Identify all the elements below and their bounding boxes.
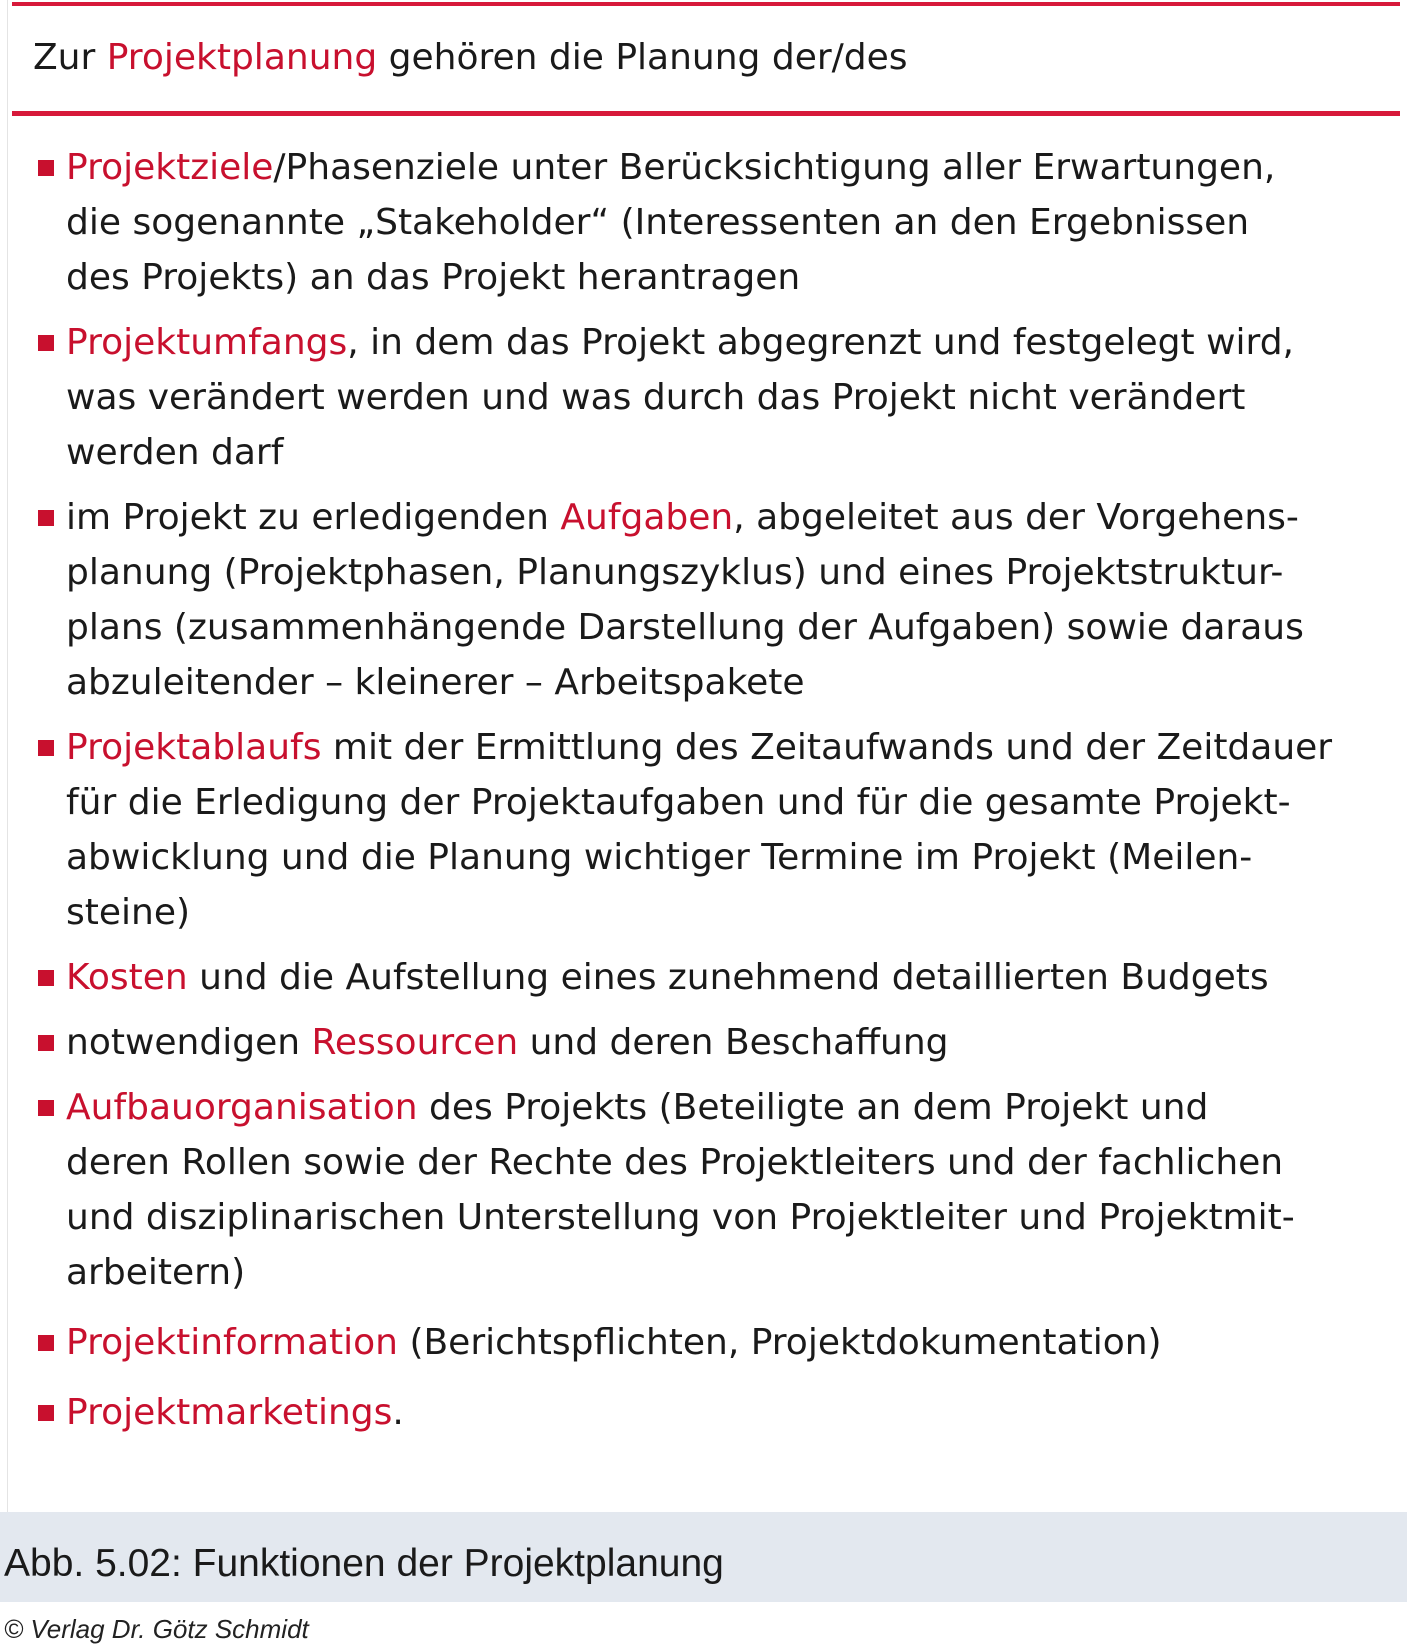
item-key-term: Projektziele bbox=[66, 147, 274, 188]
heading-accent-term: Projektplanung bbox=[106, 37, 378, 78]
item-line bbox=[66, 140, 1388, 195]
item-line bbox=[66, 885, 1388, 940]
item-text: und deren Beschaffung bbox=[518, 1022, 949, 1063]
item-text: plans (zusammenhängende Darstellung der Aufgaben) sowie daraus bbox=[66, 607, 1304, 648]
header-rule bbox=[12, 111, 1400, 116]
item-text: notwendigen bbox=[66, 1022, 312, 1063]
item-line bbox=[66, 370, 1388, 425]
list-item bbox=[38, 1385, 1388, 1440]
list-item bbox=[38, 720, 1388, 940]
item-line bbox=[66, 1190, 1388, 1245]
planning-function-list bbox=[38, 140, 1388, 1440]
item-line bbox=[66, 1385, 1388, 1440]
item-key-term: Ressourcen bbox=[311, 1022, 519, 1063]
item-line bbox=[66, 250, 1388, 305]
item-key-term: Aufbauorganisation bbox=[66, 1087, 418, 1128]
square-bullet-icon bbox=[38, 970, 54, 986]
item-line bbox=[66, 545, 1388, 600]
heading-pre: Zur bbox=[33, 37, 107, 78]
item-line bbox=[66, 1135, 1388, 1190]
item-text: werden darf bbox=[66, 432, 284, 473]
list-item bbox=[38, 1015, 1388, 1070]
square-bullet-icon bbox=[38, 1035, 54, 1051]
item-line bbox=[66, 195, 1388, 250]
item-text: (Berichtspflichten, Projektdokumentation) bbox=[398, 1322, 1162, 1363]
item-text: , abgeleitet aus der Vorgehens- bbox=[733, 497, 1299, 538]
list-item bbox=[38, 140, 1388, 305]
item-text: . bbox=[392, 1392, 404, 1433]
item-text: steine) bbox=[66, 892, 191, 933]
item-line bbox=[66, 775, 1388, 830]
item-text: im Projekt zu erledigenden bbox=[66, 497, 561, 538]
item-text: /Phasenziele unter Berücksichtigung aller Erwartungen, bbox=[273, 147, 1276, 188]
item-text: was verändert werden und was durch das Projekt nicht verändert bbox=[66, 377, 1246, 418]
item-line bbox=[66, 490, 1388, 545]
item-line bbox=[66, 1245, 1388, 1300]
square-bullet-icon bbox=[38, 1100, 54, 1116]
square-bullet-icon bbox=[38, 740, 54, 756]
item-line bbox=[66, 655, 1388, 710]
item-text: für die Erledigung der Projektaufgaben und für die gesamte Projekt- bbox=[66, 782, 1291, 823]
square-bullet-icon bbox=[38, 1405, 54, 1421]
list-item bbox=[38, 1080, 1388, 1300]
item-line bbox=[66, 1315, 1388, 1370]
item-text: planung (Projektphasen, Planungszyklus) und eines Projektstruktur- bbox=[66, 552, 1284, 593]
item-text: mit der Ermittlung des Zeitaufwands und der Zeitdauer bbox=[321, 727, 1333, 768]
copyright-notice: © Verlag Dr. Götz Schmidt bbox=[4, 1614, 309, 1644]
square-bullet-icon bbox=[38, 160, 54, 176]
square-bullet-icon bbox=[38, 335, 54, 351]
item-key-term: Projektmarketings bbox=[66, 1392, 393, 1433]
item-key-term: Projektumfangs bbox=[66, 322, 348, 363]
figure-caption: Abb. 5.02: Funktionen der Projektplanung bbox=[4, 1542, 724, 1585]
item-key-term: Projektablaufs bbox=[66, 727, 322, 768]
item-text: abwicklung und die Planung wichtiger Termine im Projekt (Meilen- bbox=[66, 837, 1253, 878]
item-key-term: Projektinformation bbox=[66, 1322, 398, 1363]
item-key-term: Aufgaben bbox=[560, 497, 734, 538]
square-bullet-icon bbox=[38, 1335, 54, 1351]
item-text: abzuleitender – kleinerer – Arbeitspakete bbox=[66, 662, 805, 703]
panel-heading bbox=[33, 34, 908, 82]
item-text: arbeitern) bbox=[66, 1252, 246, 1293]
item-text: die sogenannte „Stakeholder“ (Interessenten an den Ergebnissen bbox=[66, 202, 1250, 243]
item-text: deren Rollen sowie der Rechte des Projektleiters und der fachlichen bbox=[66, 1142, 1284, 1183]
item-line bbox=[66, 720, 1388, 775]
item-text: und die Aufstellung eines zunehmend detaillierten Budgets bbox=[187, 957, 1269, 998]
item-text: und disziplinarischen Unterstellung von Projektleiter und Projektmit- bbox=[66, 1197, 1295, 1238]
item-line bbox=[66, 600, 1388, 655]
item-text: des Projekts) an das Projekt herantragen bbox=[66, 257, 801, 298]
item-line bbox=[66, 830, 1388, 885]
item-text: , in dem das Projekt abgegrenzt und festgelegt wird, bbox=[347, 322, 1295, 363]
square-bullet-icon bbox=[38, 510, 54, 526]
list-item bbox=[38, 950, 1388, 1005]
item-line bbox=[66, 1015, 1388, 1070]
list-item bbox=[38, 315, 1388, 480]
item-line bbox=[66, 1080, 1388, 1135]
top-rule bbox=[12, 2, 1400, 6]
list-item bbox=[38, 1315, 1388, 1370]
item-line bbox=[66, 425, 1388, 480]
item-text: des Projekts (Beteiligte an dem Projekt und bbox=[417, 1087, 1209, 1128]
heading-post: gehören die Planung der/des bbox=[377, 37, 908, 78]
item-line bbox=[66, 950, 1388, 1005]
item-key-term: Kosten bbox=[66, 957, 188, 998]
item-line bbox=[66, 315, 1388, 370]
list-item bbox=[38, 490, 1388, 710]
